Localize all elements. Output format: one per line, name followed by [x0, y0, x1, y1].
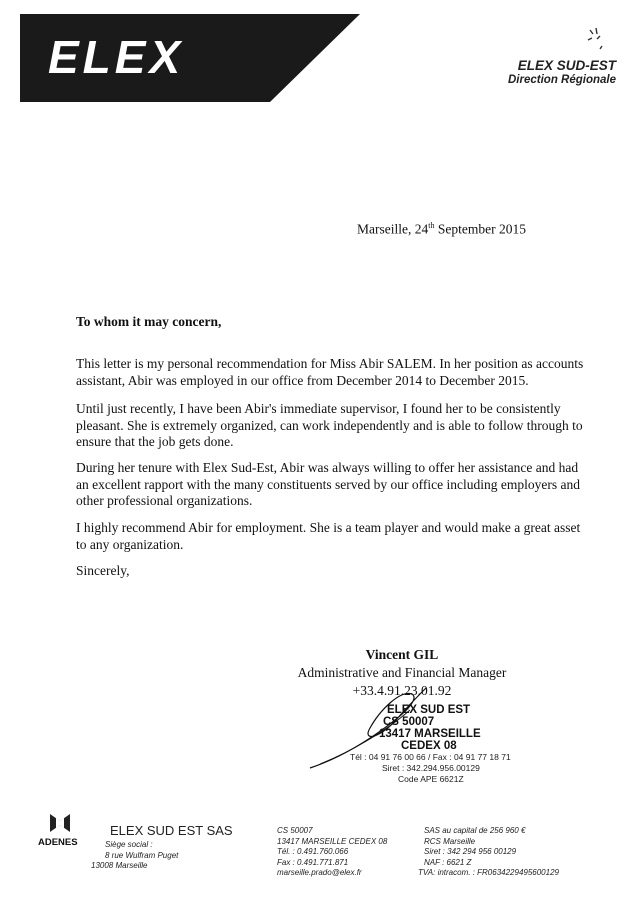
footer-col3-line1: SAS au capital de 256 960 €: [424, 826, 526, 835]
stamp-line-3: 13417 MARSEILLE: [379, 728, 481, 740]
footer-legal: [418, 826, 559, 879]
footer-company: ELEX SUD EST SAS: [110, 823, 233, 838]
scribble-mark-icon: [582, 24, 612, 58]
closing: Sincerely,: [76, 563, 130, 578]
signer-title: Administrative and Financial Manager: [297, 665, 507, 680]
footer-col1-line1: Siège social :: [105, 840, 153, 849]
adenes-brand: ADENES: [38, 837, 78, 848]
letter-date: [357, 221, 526, 238]
org-header: [508, 58, 616, 88]
stamp-ape: Code APE 6621Z: [398, 774, 464, 784]
stamp-line-2: CS 50007: [383, 716, 435, 728]
footer-col3-line5: TVA: intracom. : FR0634229495600129: [418, 868, 559, 877]
footer-col2-line1: CS 50007: [277, 826, 313, 835]
footer-col2-line4: Fax : 0.491.771.871: [277, 857, 349, 867]
company-stamp: [355, 704, 481, 752]
paragraph-4: I highly recommend Abir for employment. She is a team player and would make a great asset to any organization.: [76, 520, 581, 552]
date-rest: September 2015: [434, 221, 526, 237]
adenes-logo-icon: [48, 812, 72, 834]
stamp-siret: Siret : 342.294.956.00129: [382, 763, 480, 773]
footer-col2-line2: 13417 MARSEILLE CEDEX 08: [277, 836, 388, 846]
footer-col3-line4: NAF : 6621 Z: [424, 857, 472, 867]
date-ordinal: th: [428, 221, 435, 230]
paragraph-3: During her tenure with Elex Sud-Est, Abir was always willing to offer her assistance and had an excellent rapport with the many constituents served by our office including employers and other professional organizations.: [76, 460, 580, 508]
footer-col3-line3: Siret : 342 294 956 00129: [424, 847, 517, 856]
stamp-line-4: CEDEX 08: [401, 740, 457, 752]
stamp-line-1: ELEX SUD EST: [387, 704, 471, 716]
footer-contact: [277, 826, 387, 879]
footer-col1-line2: 8 rue Wulfram Puget: [105, 850, 179, 860]
date-prefix: Marseille, 24: [357, 221, 429, 237]
company-logo: ELEX: [48, 31, 185, 83]
stamp-details: [350, 752, 511, 785]
signer-phone: +33.4.91.23.01.92: [352, 683, 452, 698]
footer-address: [91, 840, 178, 872]
footer-col1-line3: 13008 Marseille: [91, 861, 148, 870]
signer-name: Vincent GIL: [365, 647, 439, 662]
footer-col2-email[interactable]: marseille.prado@elex.fr: [277, 868, 362, 877]
org-subtitle: Direction Régionale: [508, 74, 616, 86]
org-name: ELEX SUD-EST: [517, 58, 616, 73]
stamp-tel-fax: Tél : 04 91 76 00 66 / Fax : 04 91 77 18 71: [350, 752, 511, 762]
footer-col2-line3: Tél. : 0.491.760.066: [277, 847, 349, 856]
footer-col3-line2: RCS Marseille: [424, 836, 476, 846]
salutation: To whom it may concern,: [76, 314, 222, 329]
paragraph-2: Until just recently, I have been Abir's immediate supervisor, I found her to be consistently pleasant. She is extremely organized, can work independently and is able to follow through to ensure that the job gets done.: [76, 401, 583, 449]
paragraph-1: This letter is my personal recommendation for Miss Abir SALEM. In her position as accounts assistant, Abir was employed in our office from December 2014 to December 2015.: [76, 356, 584, 388]
